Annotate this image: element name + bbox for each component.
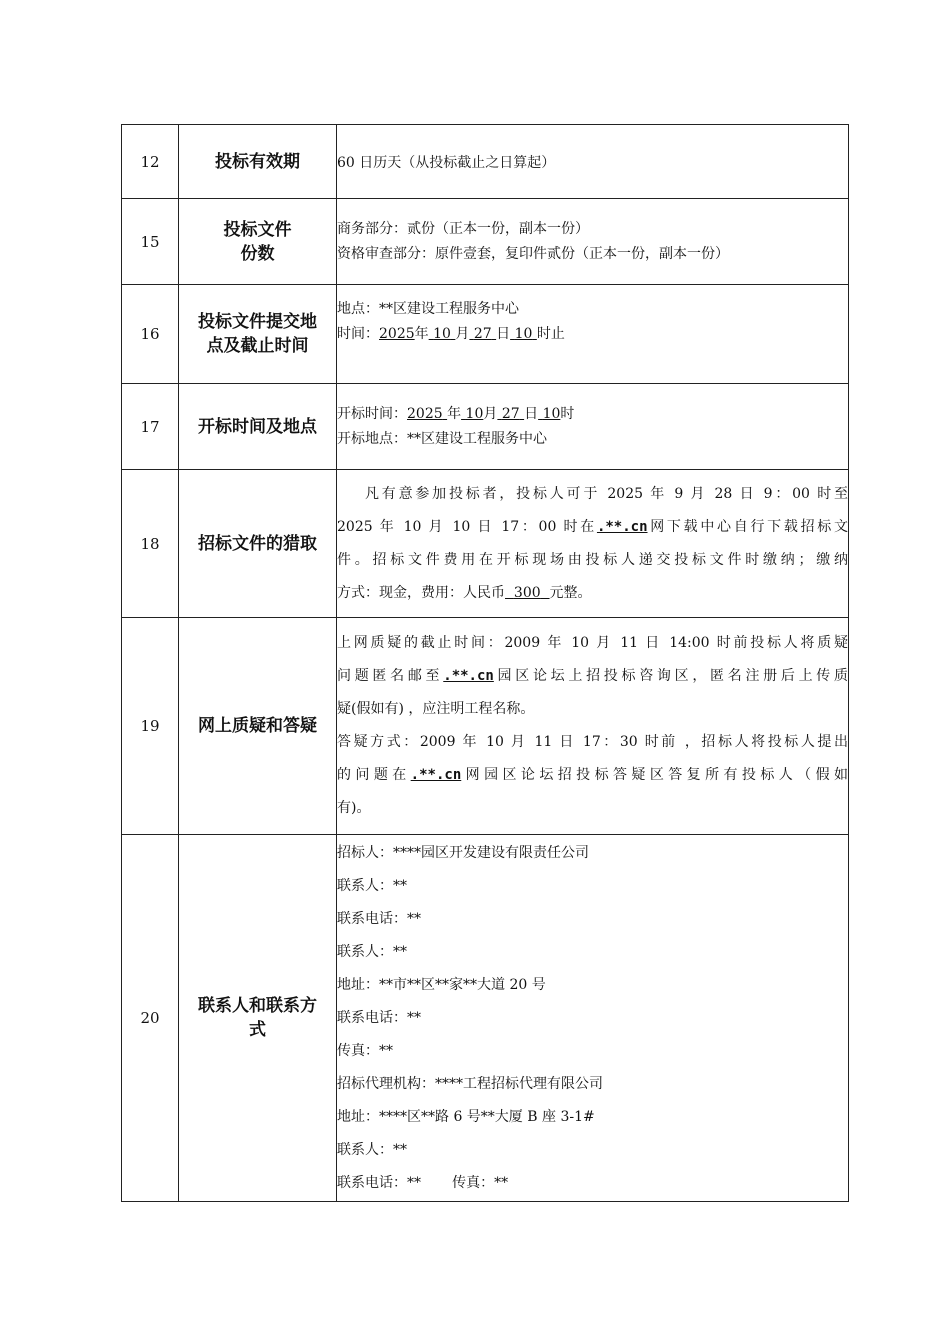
row-label: 网上质疑和答疑 bbox=[179, 618, 337, 835]
value-line: 的问题在.**.cn网园区论坛招投标答疑区答复所有投标人（假如 bbox=[337, 767, 849, 783]
label-line: 投标文件 bbox=[223, 219, 292, 240]
row-17 bbox=[122, 384, 849, 470]
contact-line: 联系电话：** 传真：** bbox=[337, 1174, 509, 1191]
row-label: 投标有效期 bbox=[179, 125, 337, 199]
row-value bbox=[337, 199, 849, 285]
fee-field: 300 bbox=[513, 584, 541, 601]
row-label: 开标时间及地点 bbox=[179, 384, 337, 470]
value-line: 疑(假如有) ，应注明工程名称。 bbox=[337, 701, 535, 717]
hour-field: 10 bbox=[542, 405, 561, 422]
contact-line: 联系人：** bbox=[337, 1141, 407, 1158]
value-line: 60 日历天（从投标截止之日算起） bbox=[337, 154, 556, 171]
row-number: 17 bbox=[122, 384, 179, 470]
value-line: 问题匿名邮至.**.cn园区论坛上招投标咨询区，匿名注册后上传质 bbox=[337, 668, 849, 684]
value-line: 时间：2025年 10 月 27 日 10 时止 bbox=[337, 326, 565, 342]
day-field: 27 bbox=[501, 405, 520, 422]
contact-line: 联系人：** bbox=[337, 877, 407, 894]
row-18 bbox=[122, 470, 849, 618]
row-number: 20 bbox=[122, 835, 179, 1202]
row-number: 16 bbox=[122, 285, 179, 384]
row-number: 15 bbox=[122, 199, 179, 285]
forum-link[interactable]: .**.cn bbox=[410, 767, 462, 783]
row-label bbox=[179, 285, 337, 384]
label-line: 点及截止时间 bbox=[206, 336, 309, 356]
value-line: 凡有意参加投标者，投标人可于 2025 年 9 月 28 日 9：00 时至 bbox=[365, 485, 848, 502]
value-line: 商务部分：贰份（正本一份，副本一份） bbox=[337, 220, 589, 237]
month-field: 10 bbox=[433, 326, 451, 342]
label-line: 投标文件提交地 bbox=[198, 312, 317, 332]
row-value bbox=[337, 384, 849, 470]
contact-line: 传真：** bbox=[337, 1042, 393, 1059]
label-line: 份数 bbox=[240, 243, 275, 264]
value-line: 上网质疑的截止时间：2009 年 10 月 11 日 14:00 时前投标人将质疑 bbox=[337, 635, 848, 651]
row-20 bbox=[122, 835, 849, 1202]
row-label: 招标文件的猎取 bbox=[179, 470, 337, 618]
download-link[interactable]: .**.cn bbox=[596, 518, 648, 535]
row-number: 19 bbox=[122, 618, 179, 835]
value-line: 地点：**区建设工程服务中心 bbox=[337, 301, 519, 317]
row-16 bbox=[122, 285, 849, 384]
row-12 bbox=[122, 125, 849, 199]
contact-line: 招标人：****园区开发建设有限责任公司 bbox=[337, 844, 589, 861]
row-value bbox=[337, 125, 849, 199]
contact-line: 地址：**市**区**家**大道 20 号 bbox=[337, 976, 546, 993]
value-line: 方式：现金，费用：人民币 300 元整。 bbox=[337, 584, 592, 601]
value-line: 有)。 bbox=[337, 800, 371, 816]
year-field: 2025 bbox=[379, 326, 415, 342]
bid-info-table bbox=[121, 124, 849, 1202]
value-line: 资格审查部分：原件壹套，复印件贰份（正本一份，副本一份） bbox=[337, 245, 729, 262]
day-field: 27 bbox=[473, 326, 492, 342]
row-number: 12 bbox=[122, 125, 179, 199]
row-19 bbox=[122, 618, 849, 835]
row-label bbox=[179, 835, 337, 1202]
value-line: 开标地点：**区建设工程服务中心 bbox=[337, 430, 547, 447]
value-line: 开标时间：2025 年 10月 27 日 10时 bbox=[337, 405, 575, 422]
contact-line: 联系电话：** bbox=[337, 1009, 421, 1026]
row-number: 18 bbox=[122, 470, 179, 618]
hour-field: 10 bbox=[514, 326, 533, 342]
row-value bbox=[337, 285, 849, 384]
row-value bbox=[337, 835, 849, 1202]
row-value bbox=[337, 470, 849, 618]
value-line: 件。招标文件费用在开标现场由投标人递交投标文件时缴纳；缴纳 bbox=[337, 551, 848, 568]
value-line: 答疑方式：2009 年 10 月 11 日 17：30 时前 ，招标人将投标人提出 bbox=[337, 734, 848, 750]
row-value bbox=[337, 618, 849, 835]
year-field: 2025 bbox=[407, 405, 443, 422]
row-label bbox=[179, 199, 337, 285]
label-line: 联系人和联系方 bbox=[198, 996, 317, 1016]
contact-line: 联系电话：** bbox=[337, 910, 421, 927]
contact-line: 地址：****区**路 6 号**大厦 B 座 3-1# bbox=[337, 1108, 595, 1125]
contact-line: 招标代理机构：****工程招标代理有限公司 bbox=[337, 1075, 603, 1092]
label-line: 式 bbox=[249, 1020, 266, 1040]
contact-line: 联系人：** bbox=[337, 943, 407, 960]
forum-link[interactable]: .**.cn bbox=[443, 668, 494, 684]
value-line: 2025 年 10 月 10 日 17：00 时在.**.cn网下载中心自行下载招标文 bbox=[337, 518, 848, 535]
row-15 bbox=[122, 199, 849, 285]
month-field: 10 bbox=[465, 405, 484, 422]
